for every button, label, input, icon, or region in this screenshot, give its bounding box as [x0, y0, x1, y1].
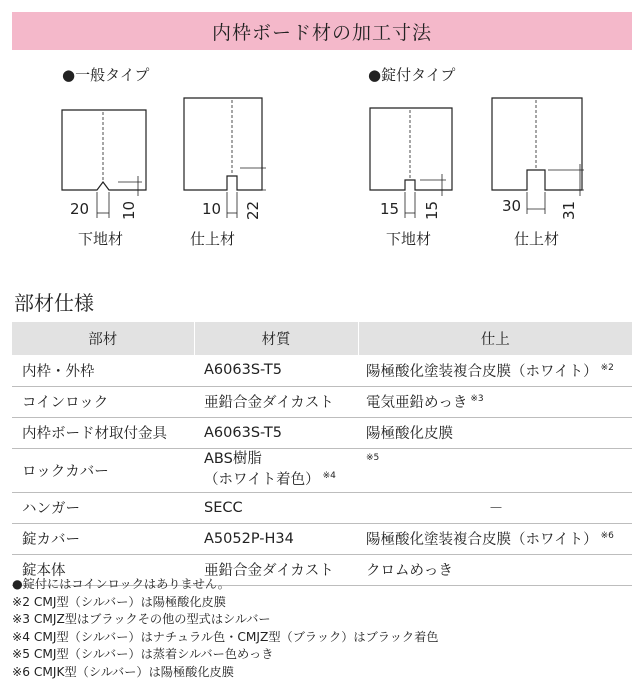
- part-cell: ロックカバー: [12, 448, 194, 492]
- table-row: [12, 523, 632, 554]
- part-cell: ハンガー: [12, 492, 194, 523]
- footnotes: [12, 576, 439, 682]
- material-cell: 亜鉛合金ダイカスト: [194, 386, 358, 417]
- footnote-4: ※4 CMJ型（シルバー）はナチュラル色・CMJZ型（ブラック）はブラック着色: [12, 629, 439, 644]
- finish-cell: [358, 417, 632, 448]
- general-base-width-dim: 20: [70, 200, 90, 218]
- lock-finish-width-dim: 30: [502, 197, 522, 215]
- footnote-3: ※3 CMJZ型はブラックその他の型式はシルバー: [12, 612, 271, 627]
- material-note: ※4: [322, 471, 336, 481]
- general-base-caption: 下地材: [78, 230, 124, 248]
- finish-cell: [358, 448, 632, 492]
- material-text: ABS樹脂: [204, 451, 262, 467]
- lock-finish-caption: 仕上材: [514, 230, 560, 248]
- finish-note: ※5: [366, 452, 380, 463]
- finish-text: 電気亜鉛めっき: [366, 395, 468, 411]
- spec-table-header: [12, 322, 632, 355]
- finish-cell: [358, 523, 632, 554]
- finish-text: 陽極酸化塗装複合皮膜（ホワイト）: [366, 363, 598, 380]
- general-finish-width-dim: 10: [202, 200, 222, 218]
- finish-cell: クロムめっき: [358, 554, 632, 585]
- material-cell: A6063S-T5: [194, 355, 358, 386]
- part-cell: 錠カバー: [12, 523, 194, 554]
- dimension-diagrams: [0, 80, 640, 250]
- lock-base-height-dim: 15: [423, 200, 441, 220]
- material-cell: A5052P-H34: [194, 523, 358, 554]
- spec-section-title: 部材仕様: [14, 291, 94, 315]
- general-finish-caption: 仕上材: [190, 230, 236, 248]
- lock-finish-height-dim: 31: [560, 200, 578, 220]
- table-row: [12, 355, 632, 386]
- finish-text: 陽極酸化皮膜: [366, 426, 453, 442]
- header-material: 材質: [194, 322, 358, 355]
- part-cell: 内枠ボード材取付金具: [12, 417, 194, 448]
- header-finish: 仕上: [358, 322, 632, 355]
- general-finish-diagram: [184, 98, 266, 218]
- material-cell: 亜鉛合金ダイカスト: [194, 554, 358, 585]
- general-type-label: ●一般タイプ: [62, 66, 150, 84]
- lock-base-caption: 下地材: [386, 230, 432, 248]
- material-cell: [194, 448, 358, 492]
- table-row: [12, 386, 632, 417]
- material-text-line2: （ホワイト着色）: [204, 472, 320, 488]
- spec-table: [12, 322, 632, 586]
- table-row: [12, 448, 632, 492]
- general-finish-height-dim: 22: [244, 200, 262, 220]
- table-row: [12, 417, 632, 448]
- part-cell: 内枠・外枠: [12, 355, 194, 386]
- finish-note: ※2: [600, 362, 614, 373]
- footnote-5: ※5 CMJ型（シルバー）は蒸着シルバー色めっき: [12, 647, 274, 662]
- finish-text: 陽極酸化塗装複合皮膜（ホワイト）: [366, 532, 598, 548]
- general-base-height-dim: 10: [120, 200, 138, 220]
- part-cell: 錠本体: [12, 554, 194, 585]
- material-cell: SECC: [194, 492, 358, 523]
- lock-base-width-dim: 15: [380, 200, 400, 218]
- footnote-lock: ●錠付にはコインロックはありません。: [12, 577, 230, 591]
- footnote-6: ※6 CMJK型（シルバー）は陽極酸化皮膜: [12, 664, 234, 679]
- finish-cell: [358, 355, 632, 386]
- lock-type-label: ●錠付タイプ: [368, 66, 456, 84]
- finish-note: ※6: [600, 531, 614, 541]
- material-cell: A6063S-T5: [194, 417, 358, 448]
- finish-cell: －: [358, 492, 632, 523]
- table-row: [12, 492, 632, 523]
- footnote-2: ※2 CMJ型（シルバー）は陽極酸化皮膜: [12, 594, 226, 609]
- finish-cell: [358, 386, 632, 417]
- page-title: 内枠ボード材の加工寸法: [12, 12, 632, 50]
- header-part: 部材: [12, 322, 194, 355]
- finish-note: ※3: [470, 394, 484, 404]
- part-cell: コインロック: [12, 386, 194, 417]
